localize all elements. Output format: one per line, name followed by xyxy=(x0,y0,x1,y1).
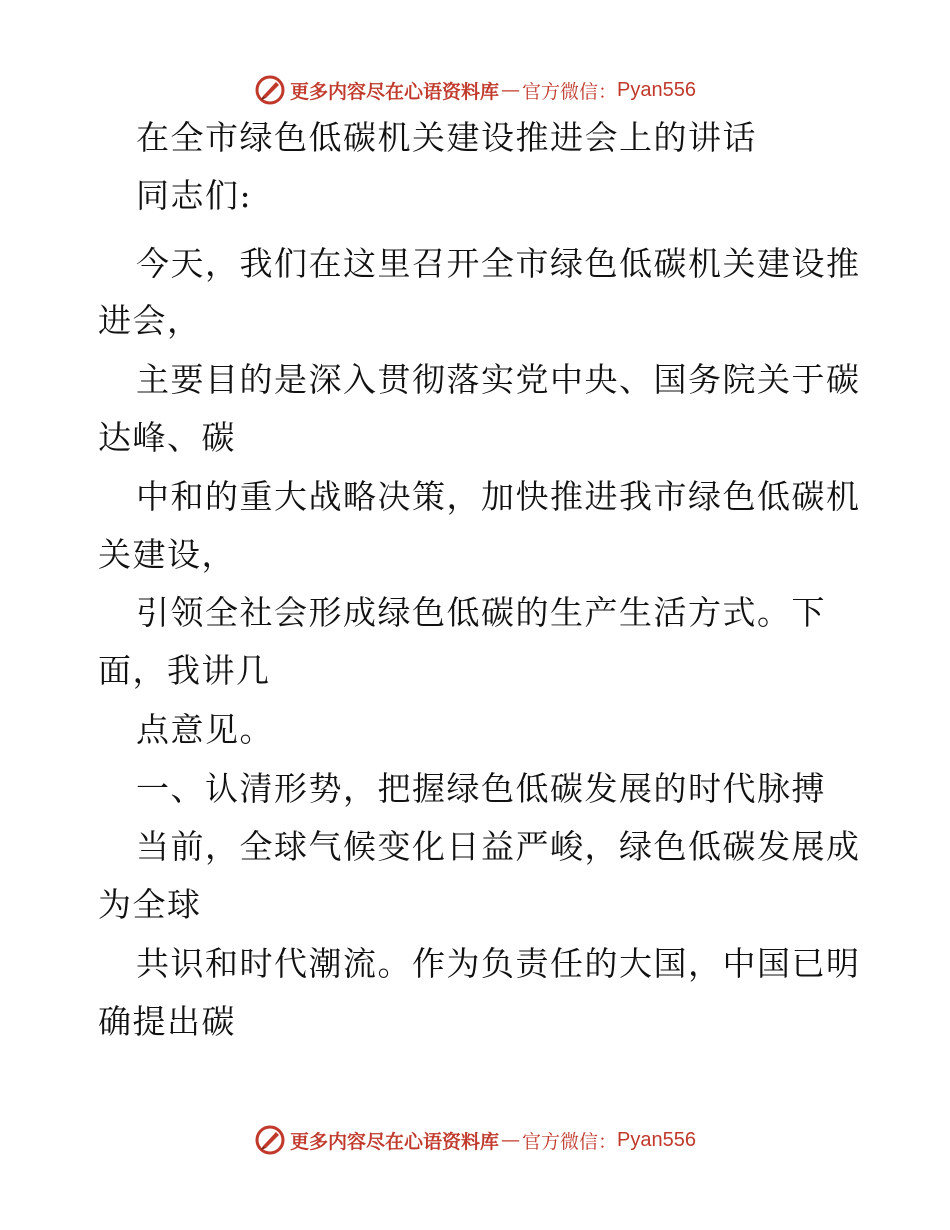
footer-watermark-banner xyxy=(0,1120,950,1160)
banner-wechat-id: Pyan556 xyxy=(617,1128,696,1151)
paragraph-line: 引领全社会形成绿色低碳的生产生活方式。下 xyxy=(136,593,826,632)
paragraph-line: 今天，我们在这里召开全市绿色低碳机关建设推 xyxy=(136,244,861,283)
paragraph-line: 达峰、碳 xyxy=(98,418,236,457)
banner-official-label: 官方微信： xyxy=(522,1130,618,1153)
quill-logo-icon xyxy=(254,74,286,106)
paragraph-line: 点意见。 xyxy=(136,710,274,749)
banner-wechat-id: Pyan556 xyxy=(617,78,696,101)
paragraph-line: 进会， xyxy=(98,301,202,340)
section-heading: 一、认清形势，把握绿色低碳发展的时代脉搏 xyxy=(136,769,826,808)
salutation: 同志们: xyxy=(136,176,253,215)
banner-official-label: 官方微信： xyxy=(522,80,618,103)
paragraph-line: 中和的重大战略决策，加快推进我市绿色低碳机 xyxy=(136,477,861,516)
paragraph-line: 当前，全球气候变化日益严峻，绿色低碳发展成 xyxy=(136,827,861,866)
paragraph-line: 确提出碳 xyxy=(98,1002,236,1041)
paragraph-line: 共识和时代潮流。作为负责任的大国，中国已明 xyxy=(136,944,861,983)
banner-brand-text: 更多内容尽在心语资料库 xyxy=(290,1130,500,1153)
banner-dash: — xyxy=(501,1129,521,1151)
banner-brand-text: 更多内容尽在心语资料库 xyxy=(290,80,500,103)
paragraph-line: 主要目的是深入贯彻落实党中央、国务院关于碳 xyxy=(136,360,861,399)
quill-logo-icon xyxy=(254,1124,286,1156)
header-watermark-banner xyxy=(0,70,950,110)
paragraph-line: 为全球 xyxy=(98,885,202,924)
document-title: 在全市绿色低碳机关建设推进会上的讲话 xyxy=(136,118,757,157)
paragraph-line: 面，我讲几 xyxy=(98,651,271,690)
banner-dash: — xyxy=(501,79,521,101)
paragraph-line: 关建设， xyxy=(98,535,236,574)
